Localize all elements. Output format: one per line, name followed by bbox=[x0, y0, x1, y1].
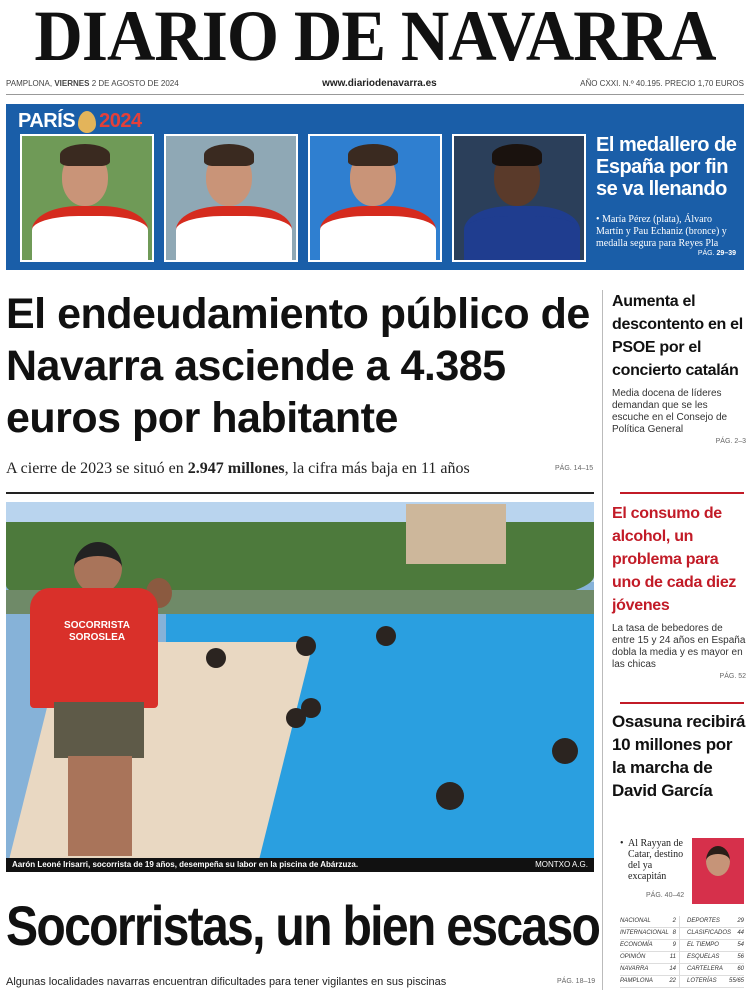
mini-text: • Al Rayyan de Catar, destino del ya excapitán bbox=[620, 838, 690, 882]
page-prefix: PÁG. bbox=[697, 250, 715, 257]
sub-text: A cierre de 2023 se situó en bbox=[6, 460, 188, 477]
weekday: VIERNES bbox=[54, 78, 90, 88]
main-subheadline bbox=[6, 458, 556, 480]
section-index bbox=[620, 916, 744, 988]
brand-city: PARÍS bbox=[18, 110, 76, 132]
divider bbox=[620, 702, 744, 704]
shirt-text: SOCORRISTA SOROSLEA bbox=[64, 620, 130, 643]
sidebar-headline[interactable]: Osasuna recibirá 10 millones por la marcha de David García bbox=[612, 712, 746, 800]
sidebar-story[interactable] bbox=[612, 290, 746, 445]
divider bbox=[620, 492, 744, 494]
sidebar-page-ref: PÁG. 52 bbox=[719, 673, 746, 680]
edition-info: AÑO CXXI. N.º 40.195. PRECIO 1,70 EUROS bbox=[580, 78, 744, 88]
sidebar-text: La tasa de bebedores de entre 15 y 24 años en España dobla la media y es mayor en las chicas bbox=[612, 623, 746, 670]
sub-text: , la cifra más baja en 11 años bbox=[284, 460, 470, 477]
sub-highlight: 2.947 millones bbox=[187, 460, 285, 477]
athlete-photo bbox=[308, 134, 442, 262]
sidebar-headline[interactable]: El consumo de alcohol, un problema para uno de cada diez jóvenes bbox=[612, 505, 737, 614]
olympics-brand bbox=[18, 110, 142, 133]
place: PAMPLONA, bbox=[6, 78, 53, 88]
athlete-photo bbox=[164, 134, 298, 262]
athlete-photo bbox=[20, 134, 154, 262]
sidebar-story[interactable] bbox=[612, 710, 746, 802]
player-photo bbox=[692, 838, 744, 904]
index-row: NAVARRA 14 CARTELERA 60 bbox=[620, 964, 744, 976]
index-row: OPINIÓN 11 ESQUELAS 56 bbox=[620, 952, 744, 964]
dateline bbox=[6, 76, 744, 90]
olympics-headline[interactable]: El medallero de España por fin se va llenando bbox=[596, 134, 737, 200]
date-info bbox=[6, 79, 179, 88]
bottom-subheadline: Algunas localidades navarras encuentran dificultades para tener vigilantes en sus piscinas bbox=[6, 976, 447, 988]
divider bbox=[6, 94, 744, 95]
bottom-page-ref: PÁG. 18–19 bbox=[557, 978, 596, 985]
lead-photo bbox=[6, 502, 594, 858]
athlete-photo bbox=[452, 134, 586, 262]
olympics-banner[interactable] bbox=[6, 104, 744, 270]
olympics-summary: • María Pérez (plata), Álvaro Martín y Pau Echaniz (bronce) y medalla segura para Reyes Pla bbox=[596, 214, 727, 249]
date: 2 DE AGOSTO DE 2024 bbox=[91, 78, 179, 88]
bottom-headline[interactable]: Socorristas, un bien escaso bbox=[6, 894, 600, 957]
sidebar-headline[interactable]: Aumenta el descontento en el PSOE por el concierto catalán bbox=[612, 293, 743, 379]
sidebar-page-ref: PÁG. 2–3 bbox=[715, 438, 746, 445]
main-page-ref: PÁG. 14–15 bbox=[555, 465, 594, 472]
photo-caption bbox=[6, 858, 594, 872]
website-link[interactable]: www.diariodenavarra.es bbox=[322, 77, 437, 89]
index-row: ECONOMÍA 9 EL TIEMPO 54 bbox=[620, 940, 744, 952]
index-row: NACIONAL 2 DEPORTES 29 bbox=[620, 916, 744, 928]
main-headline[interactable]: El endeudamiento público de Navarra asciende a 4.385 euros por habitante bbox=[6, 290, 590, 442]
caption-text: Aarón Leoné Irisarri, socorrista de 19 años, desempeña su labor en la piscina de Abárzuza. bbox=[12, 860, 359, 869]
flame-icon bbox=[78, 111, 96, 133]
index-row: PAMPLONA 22 LOTERÍAS 55/65 bbox=[620, 976, 744, 988]
divider bbox=[6, 492, 594, 494]
photo-credit: MONTXO A.G. bbox=[535, 860, 588, 869]
sidebar-mini bbox=[620, 838, 744, 904]
masthead: DIARIO DE NAVARRA bbox=[34, 0, 716, 76]
page-number: 29–39 bbox=[716, 250, 736, 257]
brand-year: 2024 bbox=[99, 110, 142, 132]
sidebar-page-ref: PÁG. 40–42 bbox=[646, 892, 685, 899]
index-row: INTERNACIONAL 8 CLASIFICADOS 44 bbox=[620, 928, 744, 940]
lifeguard bbox=[30, 542, 160, 858]
sidebar-text: Media docena de líderes demandan que se les escuche en el Consejo de Política General bbox=[612, 388, 728, 435]
olympics-page-ref bbox=[698, 250, 736, 257]
sidebar-story[interactable] bbox=[612, 502, 746, 680]
